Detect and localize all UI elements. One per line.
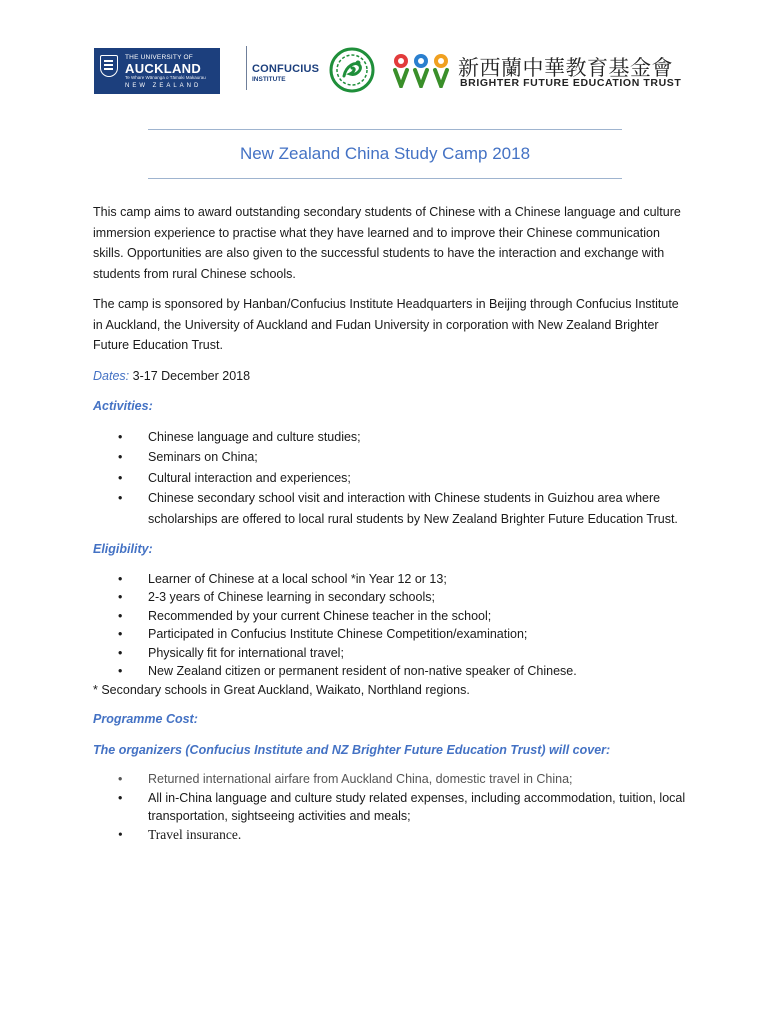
dates-line [93,366,689,387]
confucius-institute-emblem-icon [328,46,376,94]
eligibility-label: Eligibility: [93,542,153,556]
uoa-line1: THE UNIVERSITY OF [125,54,193,61]
cost-list [93,770,689,844]
list-item: • All in-China language and culture study related expenses, including accommodation, tuition, local transportation, sightseeing activities and meals; [93,789,689,826]
cost-cover-heading [93,740,689,761]
ci-line2: INSTITUTE [252,76,286,83]
cost-heading [93,709,689,730]
uoa-line2: AUCKLAND [125,61,202,76]
header-logos [94,44,684,96]
activities-heading [93,396,689,417]
list-item: • Learner of Chinese at a local school *in Year 12 or 13; [93,570,689,589]
cost-label: Programme Cost: [93,712,198,726]
list-item: • 2-3 years of Chinese learning in secondary schools; [93,588,689,607]
dates-value: 3-17 December 2018 [132,368,251,383]
brighter-future-figures-icon [392,52,450,88]
page-title: New Zealand China Study Camp 2018 [239,144,531,163]
activities-list [93,427,689,530]
list-item: • Recommended by your current Chinese teacher in the school; [93,607,689,626]
list-item: • Physically fit for international travel; [93,644,689,663]
document-body [93,202,689,844]
eligibility-heading [93,539,689,560]
intro-paragraph-2: The camp is sponsored by Hanban/Confucius Institute Headquarters in Beijing through Confucius Institute in Auckland, the University of Auckland and Fudan University in corporation with New Zealand Brighter Future Education Trust. [93,297,679,352]
list-item: • Chinese language and culture studies; [93,427,689,448]
list-item: • Travel insurance. [93,826,689,845]
crest-icon [100,55,118,77]
logo-divider [246,46,247,90]
list-item: • Returned international airfare from Auckland China, domestic travel in China; [93,770,689,789]
activities-label: Activities: [93,399,153,413]
uoa-line4: NEW ZEALAND [125,83,202,89]
bfet-chinese-name: 新西蘭中華教育基金會 [458,56,673,80]
list-item: • Cultural interaction and experiences; [93,468,689,489]
list-item: • Participated in Confucius Institute Chinese Competition/examination; [93,625,689,644]
eligibility-note: * Secondary schools in Great Auckland, Waikato, Northland regions. [93,682,470,697]
title-rule-bottom [148,178,622,179]
list-item: • New Zealand citizen or permanent resident of non-native speaker of Chinese. [93,662,689,681]
confucius-institute-wordmark [252,63,319,83]
bfet-english-name: BRIGHTER FUTURE EDUCATION TRUST [460,77,682,89]
eligibility-list [93,570,689,681]
university-of-auckland-logo [94,48,220,94]
list-item: • Seminars on China; [93,447,689,468]
uoa-line3: Te Whare Wānanga o Tāmaki Makaurau [125,75,206,80]
cost-cover-label: The organizers (Confucius Institute and NZ Brighter Future Education Trust) will cover: [93,742,611,757]
dates-label: Dates: [93,368,130,383]
ci-line1: CONFUCIUS [252,63,320,75]
title-rule-top [148,129,622,130]
intro-paragraph-1: This camp aims to award outstanding secondary students of Chinese with a Chinese language and culture immersion experience to practise what they have learned and to improve their Chinese communication skills. Opportunities are also given to the successful students to have the interaction and exchange with students from rural Chinese schools. [93,205,681,281]
list-item: • Chinese secondary school visit and interaction with Chinese students in Guizhou area where scholarships are offered to local rural students by New Zealand Brighter Future Education Trust. [93,488,689,529]
